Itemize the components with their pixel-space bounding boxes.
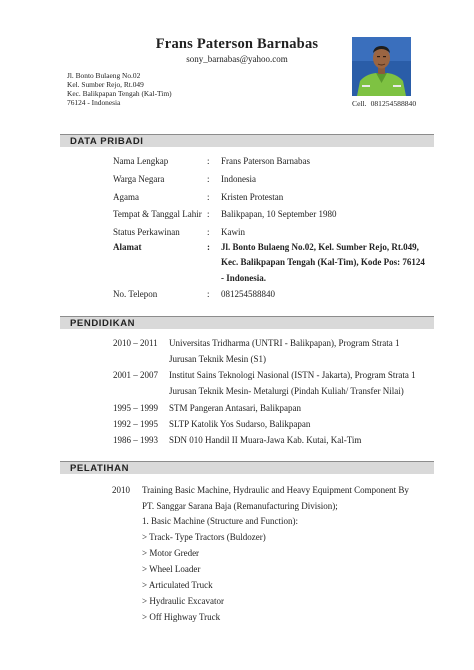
candidate-email: sony_barnabas@yahoo.com <box>186 54 288 64</box>
personal-label: No. Telepon <box>113 289 158 299</box>
training-line: 1. Basic Machine (Structure and Function): <box>142 516 298 526</box>
training-line: Training Basic Machine, Hydraulic and Heavy Equipment Component By <box>142 485 409 495</box>
education-line: Universitas Tridharma (UNTRI - Balikpapan), Program Strata 1 <box>169 338 400 348</box>
section-header-education: PENDIDIKAN <box>60 316 434 329</box>
personal-colon: : <box>207 227 210 237</box>
header-address <box>67 71 172 107</box>
cell-label: Cell. <box>352 99 367 108</box>
personal-label: Status Perkawinan <box>113 227 180 237</box>
training-line: > Track- Type Tractors (Buldozer) <box>142 532 266 542</box>
header-address-line: Jl. Bonto Bulaeng No.02 <box>67 71 141 80</box>
personal-colon: : <box>207 209 210 219</box>
cell-phone <box>352 99 416 108</box>
personal-colon: : <box>207 156 210 166</box>
education-line: SLTP Katolik Yos Sudarso, Balikpapan <box>169 419 311 429</box>
training-line: PT. Sanggar Sarana Baja (Remanufacturing Division); <box>142 501 338 511</box>
section-header-training: PELATIHAN <box>60 461 434 474</box>
personal-value: Kristen Protestan <box>221 192 284 202</box>
section-header-personal: DATA PRIBADI <box>60 134 434 147</box>
personal-value: Frans Paterson Barnabas <box>221 156 310 166</box>
personal-address-line: - Indonesia. <box>221 273 267 283</box>
header-address-line: Kec. Balikpapan Tengah (Kal-Tim) <box>67 89 172 98</box>
education-line: Jurusan Teknik Mesin (S1) <box>169 354 266 364</box>
training-line: > Articulated Truck <box>142 580 213 590</box>
personal-colon: : <box>207 174 210 184</box>
training-line: > Off Highway Truck <box>142 612 221 622</box>
profile-photo <box>352 37 411 96</box>
personal-address-line: Jl. Bonto Bulaeng No.02, Kel. Sumber Rejo, Rt.049, <box>221 242 419 252</box>
education-years: 2010 – 2011 <box>113 338 158 348</box>
personal-label: Agama <box>113 192 139 202</box>
header-address-line: Kel. Sumber Rejo, Rt.049 <box>67 80 144 89</box>
education-line: SDN 010 Handil II Muara-Jawa Kab. Kutai, Kal-Tim <box>169 435 362 445</box>
personal-label: Nama Lengkap <box>113 156 169 166</box>
profile-photo-image <box>352 37 411 96</box>
education-years: 1995 – 1999 <box>113 403 158 413</box>
personal-value: Indonesia <box>221 174 256 184</box>
cell-number: 081254588840 <box>370 99 417 108</box>
personal-label: Warga Negara <box>113 174 165 184</box>
personal-label-address: Alamat <box>113 242 142 252</box>
personal-value: Balikpapan, 10 September 1980 <box>221 209 337 219</box>
personal-label: Tempat & Tanggal Lahir <box>113 209 202 219</box>
education-years: 1986 – 1993 <box>113 435 158 445</box>
personal-address-line: Kec. Balikpapan Tengah (Kal-Tim), Kode Pos: 76124 <box>221 257 425 267</box>
training-year: 2010 <box>112 485 130 495</box>
education-years: 1992 – 1995 <box>113 419 158 429</box>
training-line: > Wheel Loader <box>142 564 201 574</box>
personal-value: Kawin <box>221 227 245 237</box>
education-years: 2001 – 2007 <box>113 370 158 380</box>
education-line: Jurusan Teknik Mesin- Metalurgi (Pindah Kuliah/ Transfer Nilai) <box>169 386 404 396</box>
personal-colon: : <box>207 192 210 202</box>
candidate-name: Frans Paterson Barnabas <box>155 36 319 52</box>
personal-colon: : <box>207 242 210 252</box>
training-line: > Hydraulic Excavator <box>142 596 225 606</box>
header-address-line: 76124 - Indonesia <box>67 98 121 107</box>
education-line: STM Pangeran Antasari, Balikpapan <box>169 403 301 413</box>
personal-colon: : <box>207 289 210 299</box>
education-line: Institut Sains Teknologi Nasional (ISTN - Jakarta), Program Strata 1 <box>169 370 416 380</box>
training-line: > Motor Greder <box>142 548 200 558</box>
personal-value: 081254588840 <box>221 289 275 299</box>
